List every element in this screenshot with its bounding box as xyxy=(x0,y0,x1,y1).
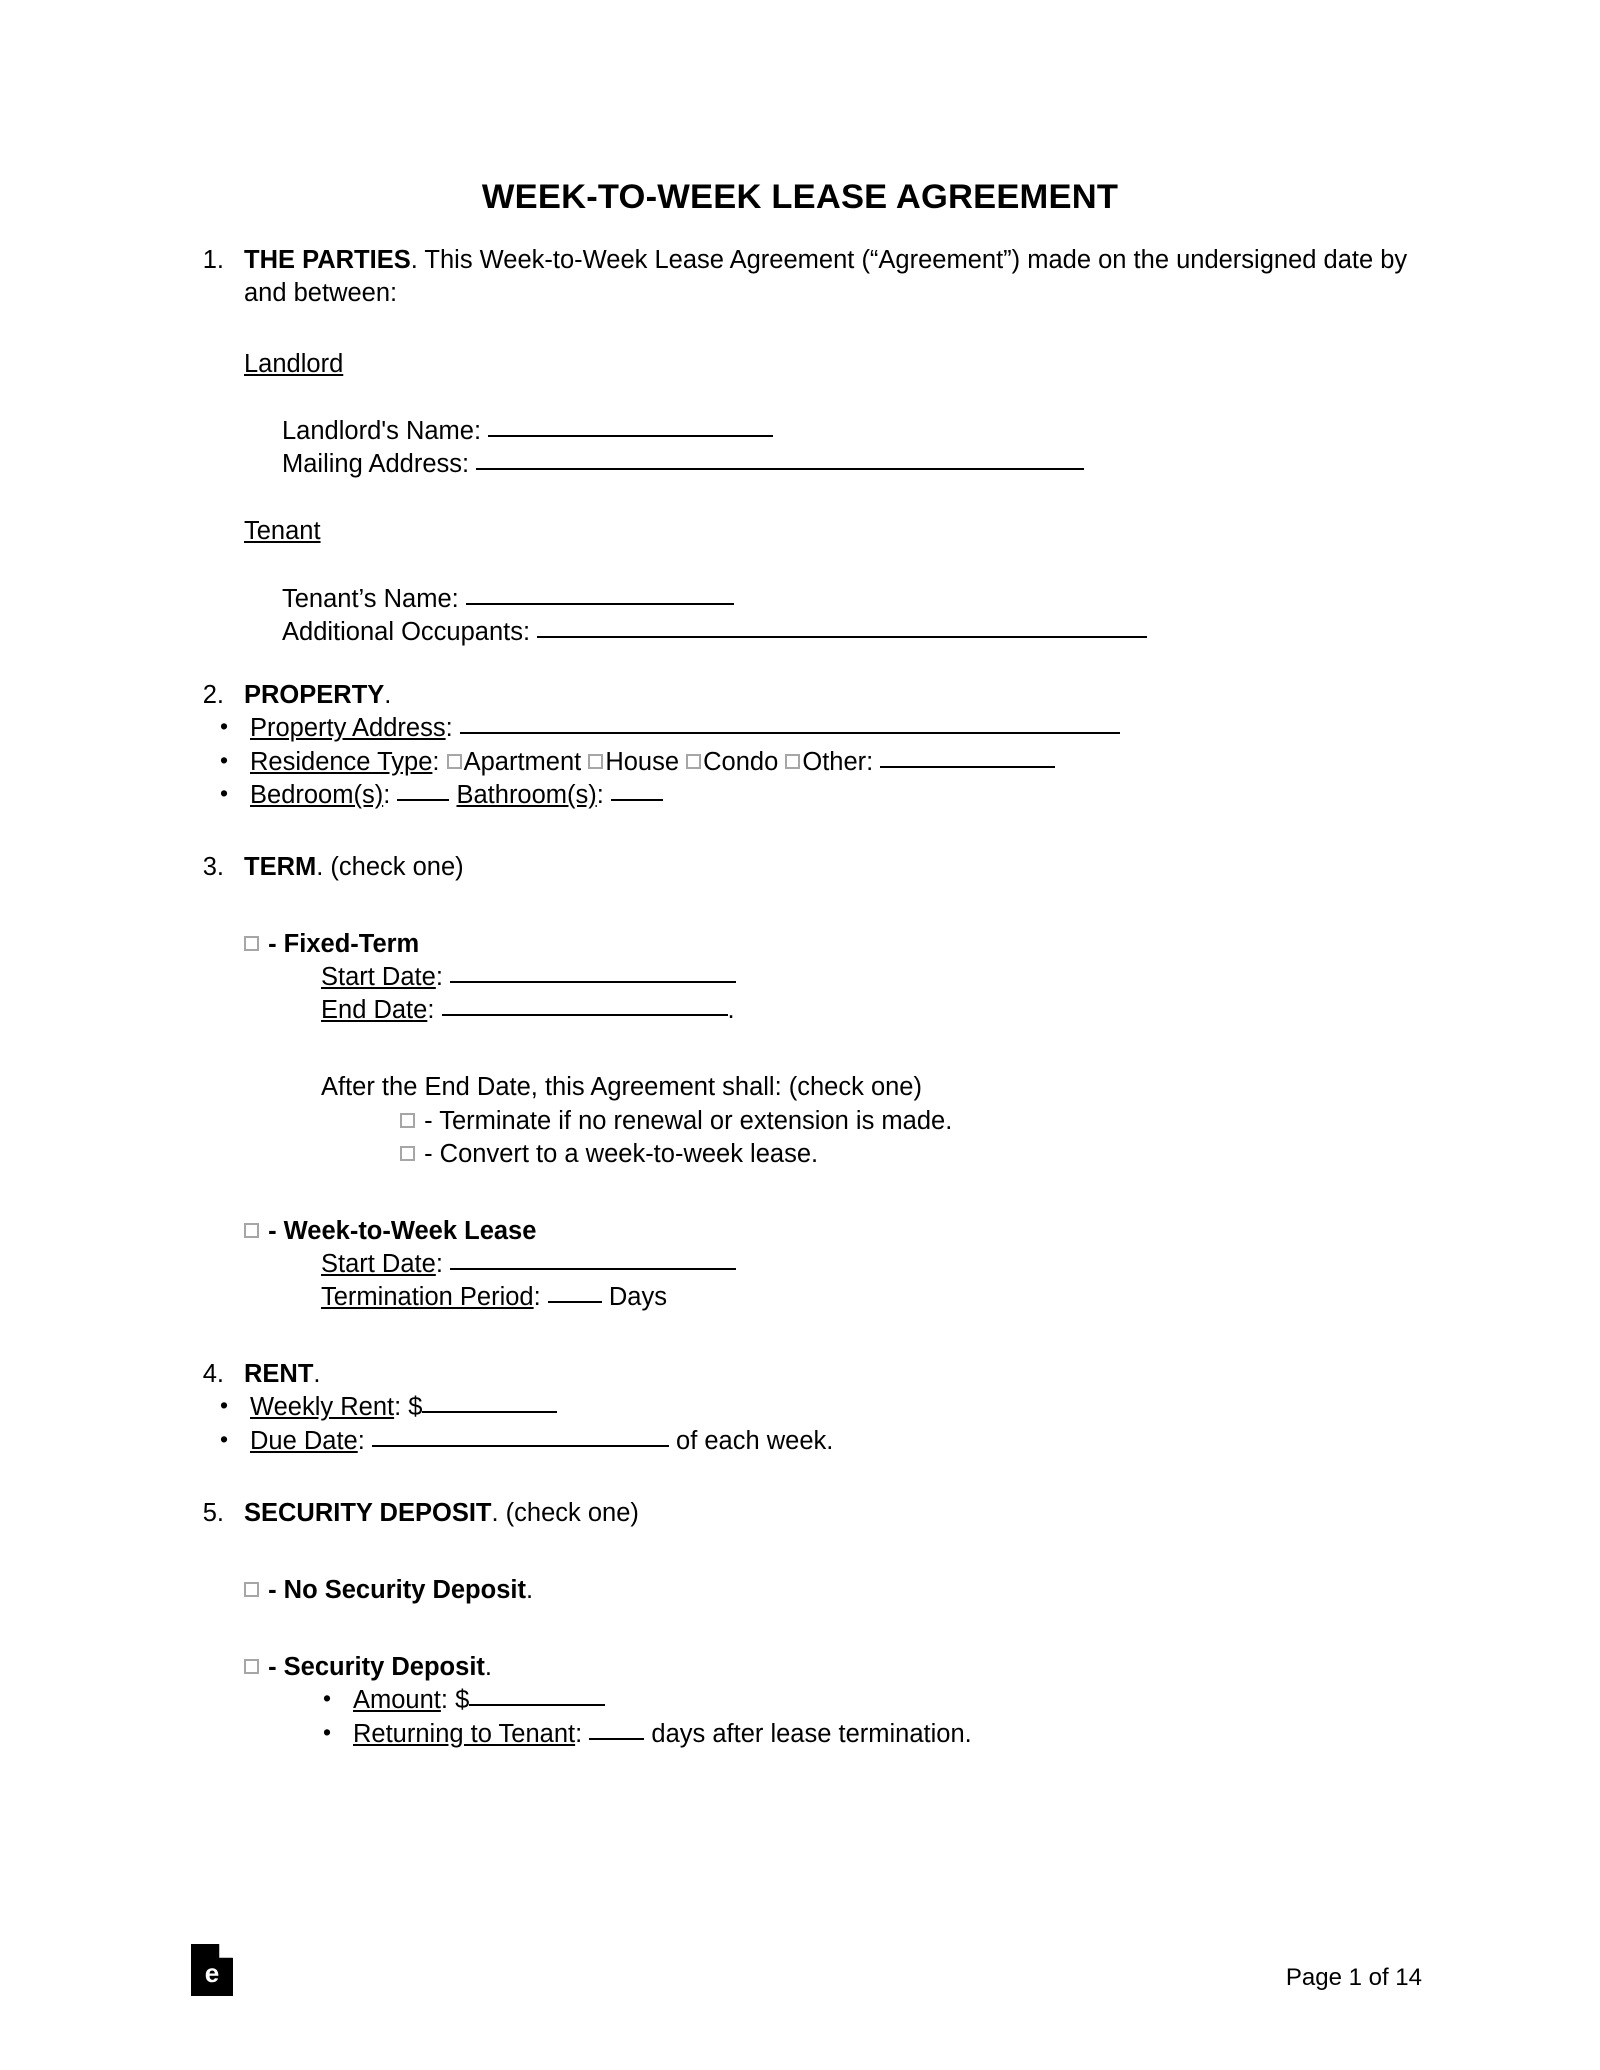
document-content xyxy=(178,0,1422,1752)
returning-colon: : xyxy=(575,1719,583,1748)
termination-period-unit: Days xyxy=(608,1283,667,1312)
clause-number: 4. xyxy=(202,1360,224,1389)
bedrooms-label: Bedroom(s) xyxy=(250,781,384,810)
residence-type-label: Residence Type xyxy=(250,747,433,776)
weekly-rent-colon: : xyxy=(394,1393,402,1422)
checkbox-week-to-week[interactable] xyxy=(244,1223,259,1238)
landlord-section-heading xyxy=(244,348,1422,381)
list-item-bedrooms-bathrooms xyxy=(178,779,1422,813)
list-item-deposit-amount xyxy=(178,1684,1422,1718)
tenant-section-heading xyxy=(244,515,1422,548)
start-date-label: Start Date xyxy=(321,1250,436,1279)
eforms-logo-icon xyxy=(191,1944,233,1996)
clause-text xyxy=(244,244,1422,310)
after-end-option-convert-label: - Convert to a week-to-week lease. xyxy=(424,1139,819,1168)
landlord-address-field xyxy=(282,448,1422,481)
list-item-due-date xyxy=(178,1425,1422,1459)
after-end-option-convert[interactable] xyxy=(400,1138,1422,1171)
start-date-colon: : xyxy=(435,1250,443,1279)
property-list xyxy=(178,712,1422,813)
fixed-term-start-date-field xyxy=(321,961,1422,994)
clause-number: 3. xyxy=(202,852,224,881)
end-date-colon: : xyxy=(427,996,435,1025)
residence-other-input[interactable] xyxy=(880,766,1055,768)
termination-period-input[interactable] xyxy=(548,1301,602,1303)
returning-suffix: days after lease termination. xyxy=(651,1719,972,1748)
checkbox-condo[interactable] xyxy=(686,754,701,769)
checkbox-other[interactable] xyxy=(785,754,800,769)
clause-parties xyxy=(178,244,1422,310)
list-item-returning-to-tenant xyxy=(178,1718,1422,1752)
rent-list xyxy=(178,1391,1422,1458)
logo-letter: e xyxy=(204,1958,220,1988)
week-to-week-start-date-input[interactable] xyxy=(450,1268,736,1270)
week-to-week-start-date-field xyxy=(321,1248,1422,1281)
checkbox-house[interactable] xyxy=(588,754,603,769)
additional-occupants-label: Additional Occupants: xyxy=(282,617,531,646)
returning-label: Returning to Tenant xyxy=(353,1719,576,1748)
weekly-rent-label: Weekly Rent xyxy=(250,1393,395,1422)
deposit-amount-input[interactable] xyxy=(469,1704,605,1706)
checkbox-fixed-term[interactable] xyxy=(244,936,259,951)
landlord-name-input[interactable] xyxy=(488,435,773,437)
property-address-label: Property Address xyxy=(250,713,446,742)
residence-option-other: Other: xyxy=(802,747,874,776)
termination-period-colon: : xyxy=(533,1283,541,1312)
page-number: Page 1 of 14 xyxy=(1285,1964,1422,1991)
due-date-label: Due Date xyxy=(250,1427,358,1456)
week-to-week-option[interactable] xyxy=(244,1215,1422,1248)
list-item-residence-type xyxy=(178,746,1422,780)
after-end-option-terminate-label: - Terminate if no renewal or extension is made. xyxy=(424,1106,953,1135)
landlord-name-field xyxy=(282,415,1422,448)
clause-security-deposit xyxy=(178,1497,1422,1530)
clause-text xyxy=(244,1358,1422,1391)
start-date-colon: : xyxy=(435,963,443,992)
returning-days-input[interactable] xyxy=(589,1738,644,1740)
fixed-term-end-date-input[interactable] xyxy=(442,1014,728,1016)
checkbox-no-security-deposit[interactable] xyxy=(244,1582,259,1597)
clause-term xyxy=(178,851,1422,884)
fixed-term-end-date-field xyxy=(321,994,1422,1027)
bedrooms-colon: : xyxy=(383,781,391,810)
tenant-name-field xyxy=(282,583,1422,616)
clause-number: 2. xyxy=(202,680,224,709)
tenant-name-input[interactable] xyxy=(466,603,734,605)
due-date-colon: : xyxy=(357,1427,365,1456)
security-deposit-suffix: . xyxy=(484,1653,492,1682)
end-date-period: . xyxy=(727,996,735,1025)
mailing-address-input[interactable] xyxy=(476,468,1084,470)
clause-number: 5. xyxy=(202,1498,224,1527)
start-date-label: Start Date xyxy=(321,963,436,992)
property-address-colon: : xyxy=(445,713,453,742)
residence-type-colon: : xyxy=(432,747,440,776)
weekly-rent-currency: $ xyxy=(408,1393,423,1422)
landlord-name-label: Landlord's Name: xyxy=(282,417,482,446)
clause-text xyxy=(244,851,1422,884)
end-date-label: End Date xyxy=(321,996,428,1025)
clause-heading: TERM xyxy=(244,852,317,881)
clause-heading: RENT xyxy=(244,1360,314,1389)
fixed-term-start-date-input[interactable] xyxy=(450,981,736,983)
clause-heading-suffix: . xyxy=(384,680,392,709)
clause-property xyxy=(178,679,1422,712)
security-deposit-list xyxy=(178,1684,1422,1751)
checkbox-convert[interactable] xyxy=(400,1146,415,1161)
property-address-input[interactable] xyxy=(460,732,1120,734)
bathrooms-input[interactable] xyxy=(611,799,663,801)
fixed-term-label: - Fixed-Term xyxy=(268,930,420,959)
additional-occupants-input[interactable] xyxy=(537,636,1147,638)
landlord-heading-text: Landlord xyxy=(244,349,344,378)
checkbox-security-deposit[interactable] xyxy=(244,1659,259,1674)
page-title: WEEK-TO-WEEK LEASE AGREEMENT xyxy=(481,178,1119,216)
clause-paragraph: . (check one) xyxy=(316,852,464,881)
residence-option-condo: Condo xyxy=(703,747,779,776)
list-item-property-address xyxy=(178,712,1422,746)
security-deposit-option[interactable] xyxy=(244,1651,1422,1684)
no-security-deposit-label: - No Security Deposit xyxy=(268,1575,526,1604)
after-end-date-text: After the End Date, this Agreement shall: (check one) xyxy=(321,1073,922,1102)
residence-option-house: House xyxy=(605,747,680,776)
weekly-rent-input[interactable] xyxy=(422,1411,557,1413)
due-date-input[interactable] xyxy=(372,1445,669,1447)
due-date-suffix: of each week. xyxy=(676,1427,834,1456)
bedrooms-input[interactable] xyxy=(397,799,449,801)
list-item-weekly-rent xyxy=(178,1391,1422,1425)
additional-occupants-field xyxy=(282,616,1422,649)
tenant-heading-text: Tenant xyxy=(244,517,321,546)
clause-paragraph: . (check one) xyxy=(491,1498,639,1527)
deposit-amount-label: Amount xyxy=(353,1686,441,1715)
termination-period-field xyxy=(321,1281,1422,1314)
clause-heading-suffix: . xyxy=(313,1360,321,1389)
tenant-name-label: Tenant’s Name: xyxy=(282,584,459,613)
clause-heading: PROPERTY xyxy=(244,680,385,709)
clause-number: 1. xyxy=(202,245,224,274)
clause-heading: THE PARTIES xyxy=(244,245,411,274)
after-end-option-terminate[interactable] xyxy=(400,1105,1422,1138)
clause-text xyxy=(244,679,1422,712)
fixed-term-option[interactable] xyxy=(244,928,1422,961)
termination-period-label: Termination Period xyxy=(321,1283,534,1312)
week-to-week-label: - Week-to-Week Lease xyxy=(268,1216,537,1245)
deposit-amount-colon: : xyxy=(440,1686,448,1715)
deposit-amount-currency: $ xyxy=(455,1686,470,1715)
clause-rent xyxy=(178,1358,1422,1391)
checkbox-terminate[interactable] xyxy=(400,1113,415,1128)
bathrooms-label: Bathroom(s) xyxy=(456,781,597,810)
checkbox-apartment[interactable] xyxy=(447,754,462,769)
clause-heading: SECURITY DEPOSIT xyxy=(244,1498,492,1527)
no-security-deposit-option[interactable] xyxy=(244,1574,1422,1607)
no-security-deposit-suffix: . xyxy=(525,1575,534,1604)
clause-paragraph: . This Week-to-Week Lease Agreement (“Agreement”) made on the undersigned date by and between: xyxy=(244,245,1408,307)
clause-text xyxy=(244,1497,1422,1530)
security-deposit-label: - Security Deposit xyxy=(268,1653,485,1682)
residence-option-apartment: Apartment xyxy=(463,747,582,776)
bathrooms-colon: : xyxy=(596,781,604,810)
mailing-address-label: Mailing Address: xyxy=(282,450,470,479)
page-footer xyxy=(178,1932,1422,1998)
